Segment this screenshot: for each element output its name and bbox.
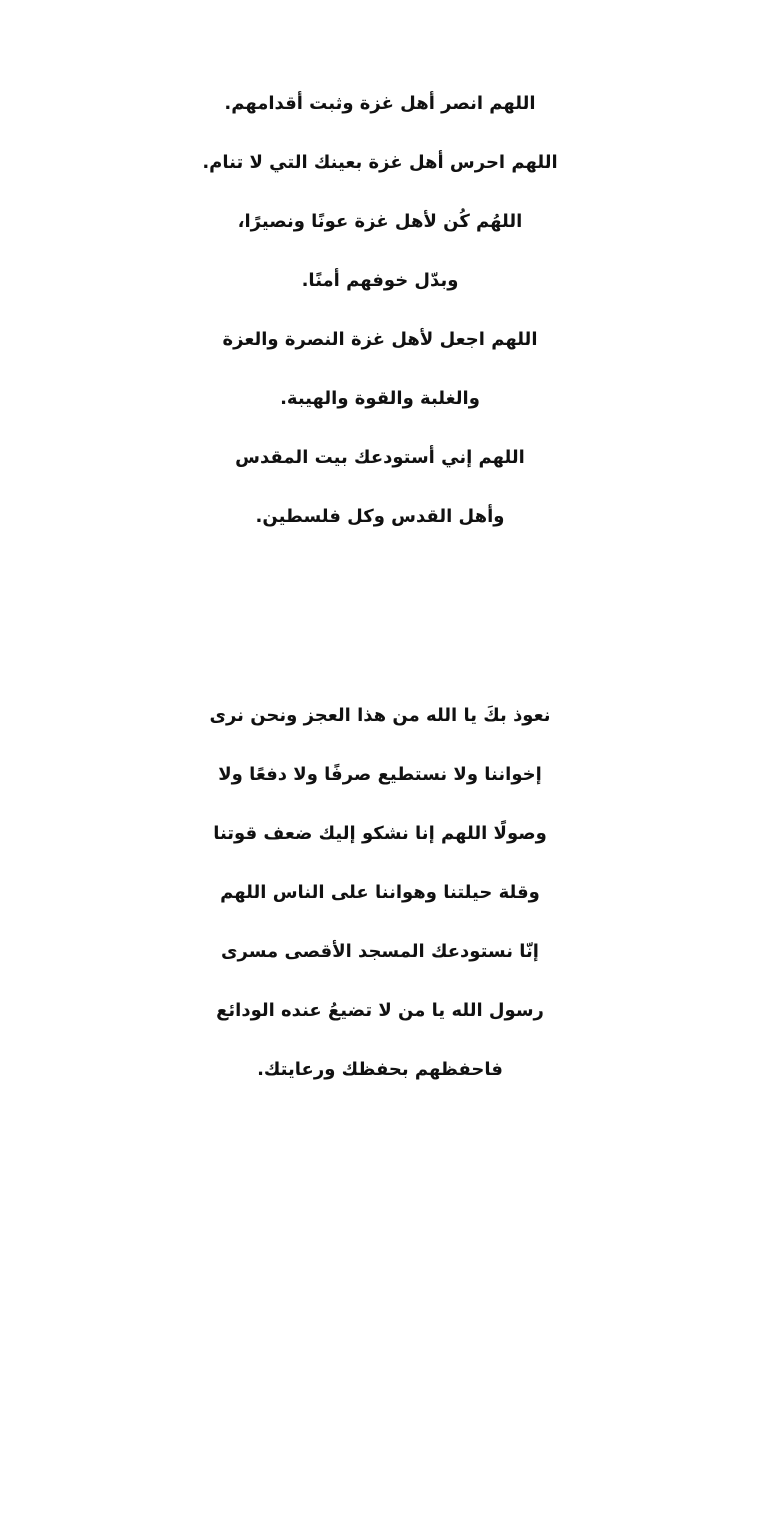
prayer-line: اللهم انصر أهل غزة وثبت أقدامهم. bbox=[224, 93, 536, 114]
prayer-line: اللهم اجعل لأهل غزة النصرة والعزة bbox=[222, 329, 538, 350]
prayer-line: وقلة حيلتنا وهواننا على الناس اللهم bbox=[220, 882, 540, 903]
prayer-line: نعوذ بكَ يا الله من هذا العجز ونحن نرى bbox=[209, 705, 551, 726]
prayer-line: اللهُم كُن لأهل غزة عونًا ونصيرًا، bbox=[237, 211, 523, 232]
prayer-line: اللهم إني أستودعك بيت المقدس bbox=[235, 447, 525, 468]
prayer-line: إخواننا ولا نستطيع صرفًا ولا دفعًا ولا bbox=[218, 764, 542, 785]
prayer-line: وصولًا اللهم إنا نشكو إليك ضعف قوتنا bbox=[213, 823, 547, 844]
prayer-line: والغلبة والقوة والهيبة. bbox=[280, 388, 480, 409]
prayer-line: فاحفظهم بحفظك ورعايتك. bbox=[257, 1059, 503, 1080]
prayer-line: رسول الله يا من لا تضيعُ عنده الودائع bbox=[216, 1000, 544, 1021]
prayer-block-gaza bbox=[0, 74, 760, 546]
prayer-line: وأهل القدس وكل فلسطين. bbox=[255, 506, 505, 527]
prayer-block-aqsa bbox=[0, 686, 760, 1099]
prayer-line: وبدّل خوفهم أمنًا. bbox=[301, 270, 459, 291]
prayer-line: اللهم احرس أهل غزة بعينك التي لا تنام. bbox=[202, 152, 558, 173]
prayer-line: إنّا نستودعك المسجد الأقصى مسرى bbox=[221, 941, 539, 962]
